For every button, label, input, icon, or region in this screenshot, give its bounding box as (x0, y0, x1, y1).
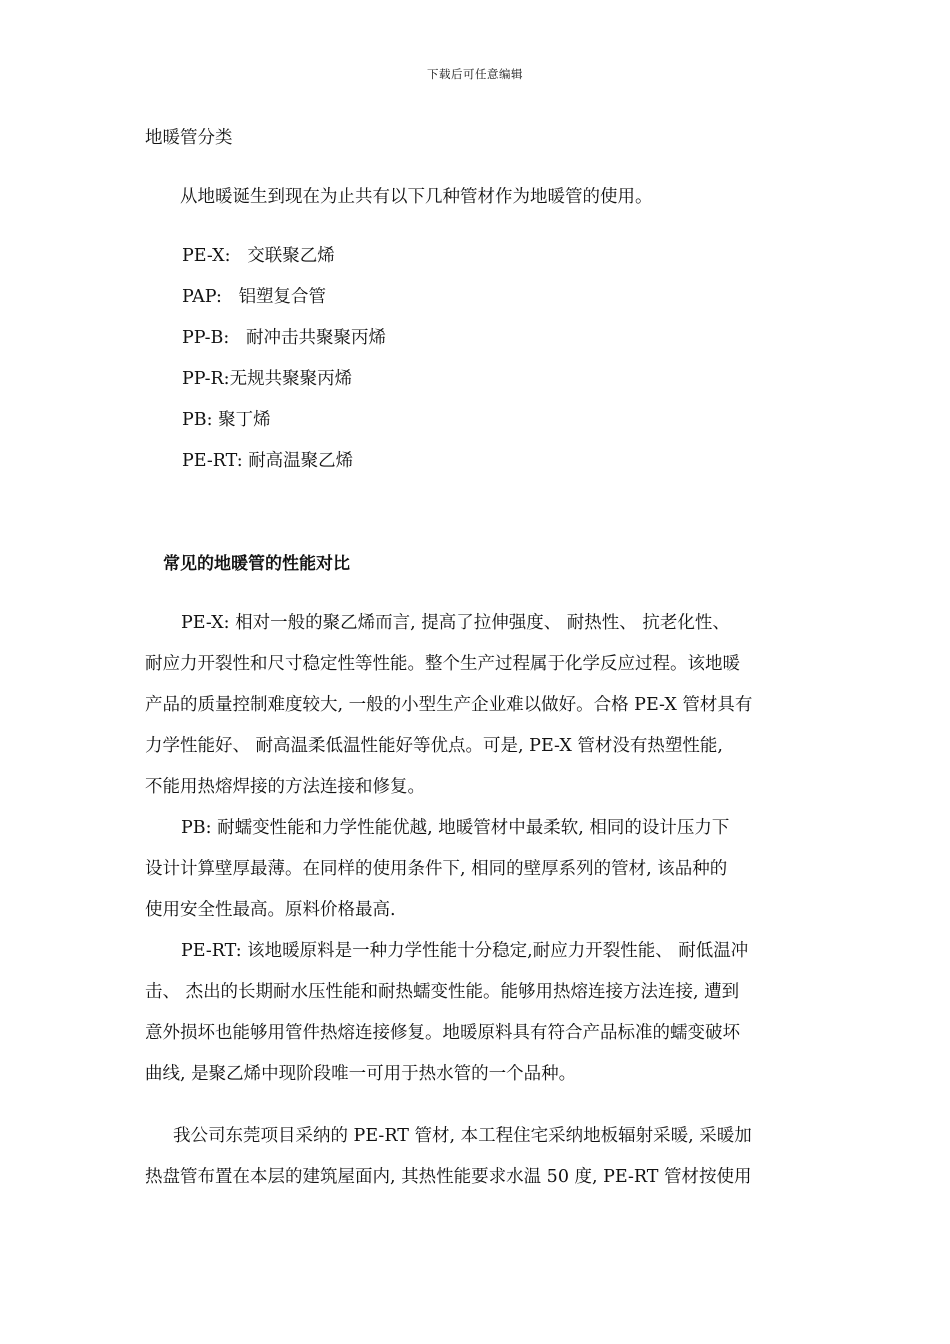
material-name: 耐高温聚乙烯 (248, 451, 354, 471)
paragraph-pert (145, 931, 807, 1095)
material-name: 无规共聚聚丙烯 (229, 369, 353, 389)
paragraph-line: PB: 耐蠕变性能和力学性能优越, 地暖管材中最柔软, 相同的设计压力下 (181, 818, 730, 838)
paragraph-line: 我公司东莞项目采纳的 PE-RT 管材, 本工程住宅采纳地板辐射采暖, 采暖加 (173, 1126, 752, 1146)
section-heading: 常见的地暖管的性能对比 (163, 554, 350, 574)
material-item (182, 244, 335, 268)
paragraph-line: 设计计算壁厚最薄。在同样的使用条件下, 相同的壁厚系列的管材, 该品种的 (145, 859, 728, 879)
material-name: 铝塑复合管 (238, 287, 327, 307)
paragraph-pb (145, 808, 807, 931)
material-code: PE-RT: (182, 451, 243, 471)
paragraph-line: PE-RT: 该地暖原料是一种力学性能十分稳定,耐应力开裂性能、 耐低温冲 (181, 941, 749, 961)
paragraph-line: 热盘管布置在本层的建筑屋面内, 其热性能要求水温 50 度, PE-RT 管材按使用 (145, 1167, 752, 1187)
paragraph-line: 意外损坏也能够用管件热熔连接修复。地暖原料具有符合产品标准的蠕变破坏 (145, 1023, 740, 1043)
paragraph-line: 力学性能好、 耐高温柔低温性能好等优点。可是, PE-X 管材没有热塑性能, (145, 736, 723, 756)
paragraph-line: 耐应力开裂性和尺寸稳定性等性能。整个生产过程属于化学反应过程。该地暖 (145, 654, 740, 674)
material-name: 耐冲击共聚聚丙烯 (245, 328, 386, 348)
material-item (182, 408, 271, 432)
paragraph-pex (145, 603, 807, 808)
material-name: 交联聚乙烯 (247, 246, 335, 266)
header-note: 下载后可任意编辑 (427, 67, 523, 81)
material-item (182, 367, 352, 391)
paragraph-line: PE-X: 相对一般的聚乙烯而言, 提高了拉伸强度、 耐热性、 抗老化性、 (181, 613, 730, 633)
material-code: PB: (182, 410, 213, 430)
paragraph-line: 曲线, 是聚乙烯中现阶段唯一可用于热水管的一个品种。 (145, 1064, 577, 1084)
paragraph-line: 使用安全性最高。原料价格最高. (145, 900, 396, 920)
document-title: 地暖管分类 (145, 128, 233, 148)
paragraph-line: 产品的质量控制难度较大, 一般的小型生产企业难以做好。合格 PE-X 管材具有 (145, 695, 753, 715)
intro-text: 从地暖诞生到现在为止共有以下几种管材作为地暖管的使用。 (180, 187, 653, 207)
paragraph-project (145, 1116, 807, 1198)
material-item (182, 285, 326, 309)
material-code: PE-X: (182, 246, 231, 266)
material-code: PP-B: (182, 328, 230, 348)
material-name: 聚丁烯 (218, 410, 271, 430)
material-code: PAP: (182, 287, 222, 307)
material-item (182, 326, 386, 350)
material-code: PP-R: (182, 369, 230, 389)
paragraph-line: 击、 杰出的长期耐水压性能和耐热蠕变性能。能够用热熔连接方法连接, 遭到 (145, 982, 740, 1002)
material-item (182, 449, 353, 473)
paragraph-line: 不能用热熔焊接的方法连接和修复。 (145, 777, 425, 797)
